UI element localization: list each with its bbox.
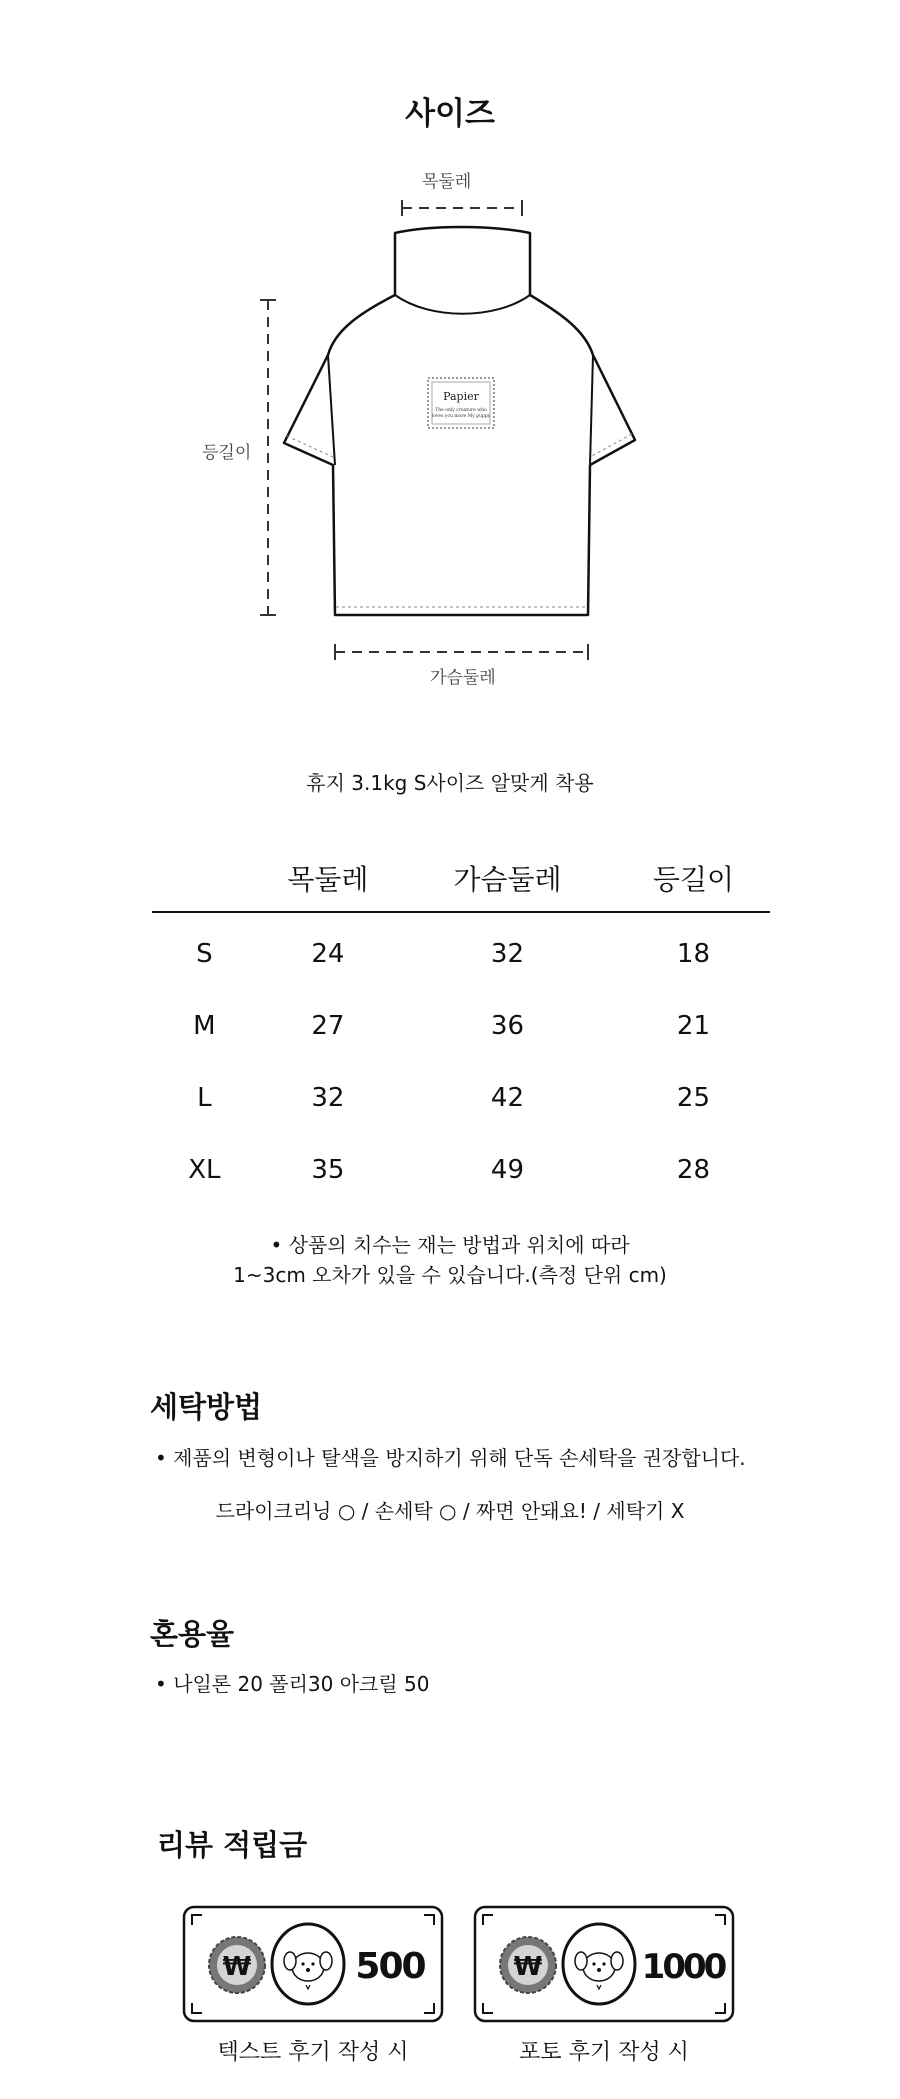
neck-cell: 24: [311, 939, 345, 969]
header-size: [152, 852, 258, 912]
washing-title: 세탁방법: [150, 1390, 263, 1424]
neck-cell: 35: [311, 1155, 345, 1185]
neck-measure-line: [402, 200, 522, 216]
table-row: [152, 1134, 770, 1206]
measurement-note: [0, 1230, 900, 1290]
review-reward-title: 리뷰 적립금: [157, 1828, 308, 1862]
table-row: [152, 912, 770, 990]
blend-title: 혼용율: [150, 1617, 235, 1651]
tshirt-size-diagram: [190, 155, 690, 688]
size-cell: S: [196, 939, 213, 969]
header-chest: 가슴둘레: [398, 852, 617, 912]
header-back: 등길이: [617, 852, 770, 912]
currency-symbol: ₩: [222, 1952, 252, 1982]
back-cell: 18: [676, 939, 711, 969]
size-table-header: [152, 852, 770, 912]
chest-cell: 36: [490, 1011, 525, 1041]
chest-label: 가슴둘레: [430, 668, 496, 688]
neck-cell: 32: [311, 1083, 345, 1113]
currency-symbol: ₩: [513, 1952, 543, 1982]
measurement-note-line1: • 상품의 치수는 재는 방법과 위치에 따라: [270, 1233, 630, 1257]
size-cell: XL: [188, 1155, 221, 1185]
back-cell: 21: [676, 1011, 711, 1041]
back-cell: 28: [676, 1155, 711, 1185]
chest-measure-line: [335, 644, 588, 660]
size-cell: L: [197, 1083, 212, 1113]
size-section-title: 사이즈: [405, 96, 495, 132]
size-table: [152, 852, 770, 1206]
reward-caption-text: 텍스트 후기 작성 시: [217, 2040, 409, 2065]
reward-amount: 1000: [641, 1947, 725, 1987]
measurement-note-line2: 1~3cm 오차가 있을 수 있습니다.(측정 단위 cm): [233, 1263, 667, 1287]
back-cell: 25: [676, 1083, 711, 1113]
chest-cell: 32: [490, 939, 525, 969]
table-row: [152, 990, 770, 1062]
tag-brand: Papier: [443, 390, 479, 403]
neck-cell: 27: [311, 1011, 345, 1041]
size-cell: M: [193, 1011, 216, 1041]
washing-methods: 드라이크리닝 ○ / 손세탁 ○ / 짜면 안돼요! / 세탁기 X: [215, 1499, 685, 1523]
header-neck: 목둘레: [258, 852, 398, 912]
tag-text-1: The only creature who: [435, 408, 487, 413]
tag-text-2: loves you more My puppy: [431, 414, 491, 419]
table-row: [152, 1062, 770, 1134]
reward-amount: 500: [355, 1946, 425, 1987]
washing-note: • 제품의 변형이나 탈색을 방지하기 위해 단독 손세탁을 권장합니다.: [155, 1446, 746, 1470]
neck-label: 목둘레: [422, 172, 472, 192]
reward-caption-photo: 포토 후기 작성 시: [519, 2040, 689, 2065]
blend-note: • 나일론 20 폴리30 아크릴 50: [155, 1672, 430, 1696]
back-measure-line: [260, 300, 276, 615]
back-length-label: 등길이: [202, 443, 252, 463]
reward-card-photo: [473, 1905, 735, 2023]
chest-cell: 49: [490, 1155, 525, 1185]
chest-cell: 42: [490, 1083, 525, 1113]
fit-note: 휴지 3.1kg S사이즈 알맞게 착용: [306, 771, 594, 795]
reward-card-text: [182, 1905, 444, 2023]
brand-tag: [428, 378, 494, 428]
banknote-graphic: [182, 1905, 444, 2023]
tshirt-illustration: [190, 155, 690, 675]
banknote-graphic: [473, 1905, 735, 2023]
